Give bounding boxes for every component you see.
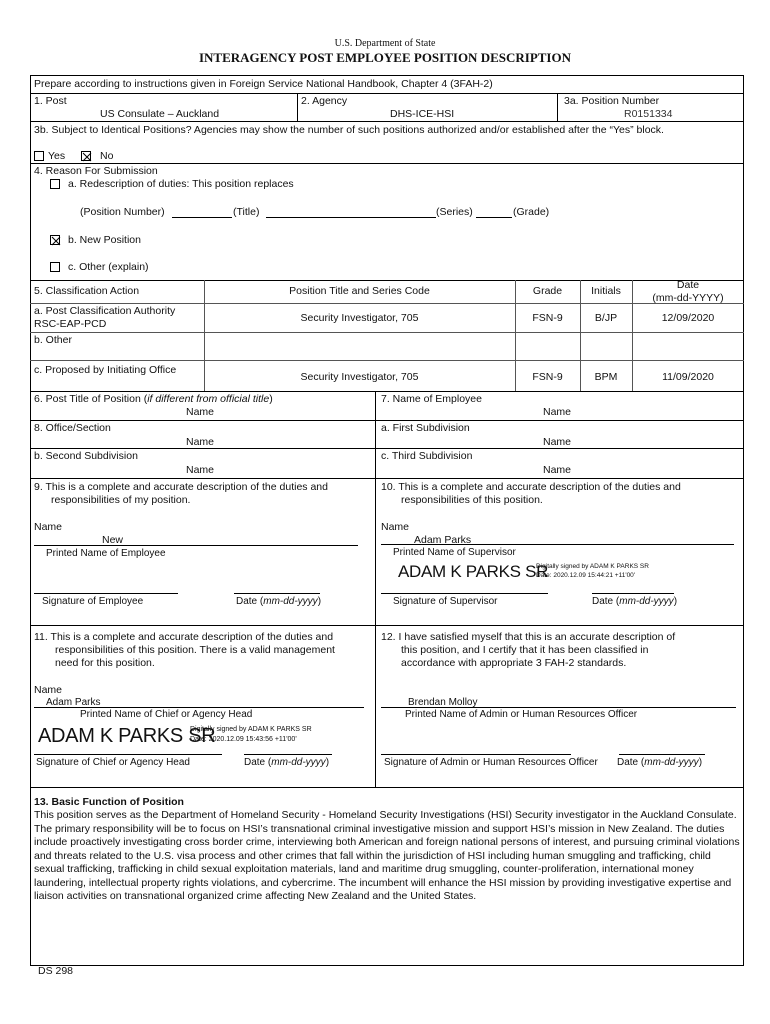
supervisor-date-label: Date (mm-dd-yyyy) — [592, 596, 678, 607]
office-section-label: 8. Office/Section — [34, 422, 111, 434]
printed-name-supervisor-label: Printed Name of Supervisor — [393, 547, 516, 558]
other-classification-label: b. Other — [34, 334, 72, 346]
row-a-initials: B/JP — [594, 312, 618, 324]
check-x-icon — [51, 236, 61, 246]
post-title-label: 6. Post Title of Position (if different from official title) — [34, 393, 273, 405]
position-number-label: 3a. Position Number — [564, 95, 660, 107]
section10-statement-line2: responsibilities of this position. — [401, 494, 543, 506]
signature-admin-label: Signature of Admin or Human Resources Officer — [384, 757, 598, 768]
form-number: DS 298 — [38, 965, 74, 977]
row-c-grade: FSN-9 — [532, 371, 563, 383]
no-label: No — [100, 150, 114, 162]
post-classification-authority-value: RSC-EAP-PCD — [34, 318, 107, 330]
agency-value: DHS-ICE-HSI — [390, 108, 455, 120]
section12-statement-line2: this position, and I certify that it has been classified in — [401, 644, 649, 656]
post-label: 1. Post — [34, 95, 67, 107]
yes-checkbox[interactable] — [34, 151, 44, 161]
third-subdivision-label: c. Third Subdivision — [381, 450, 473, 462]
redescription-label: a. Redescription of duties: This position replaces — [68, 178, 294, 190]
position-title-header: Position Title and Series Code — [289, 285, 430, 297]
replaced-grade-label: (Grade) — [513, 206, 550, 218]
section11-name-label: Name — [34, 684, 63, 696]
second-subdivision-value: Name — [186, 464, 215, 476]
section9-statement-line1: 9. This is a complete and accurate description of the duties and — [34, 481, 328, 493]
section11-statement-line3: need for this position. — [55, 657, 155, 669]
admin-date-label: Date (mm-dd-yyyy) — [617, 757, 703, 768]
post-classification-authority-label: a. Post Classification Authority — [34, 305, 176, 317]
row-a-title: Security Investigator, 705 — [300, 312, 419, 324]
section10-name-label: Name — [381, 521, 410, 533]
no-checkbox[interactable] — [81, 151, 91, 161]
chief-printed-name: Adam Parks — [46, 697, 101, 708]
reason-label: 4. Reason For Submission — [34, 165, 158, 177]
row-c-title: Security Investigator, 705 — [300, 371, 419, 383]
supervisor-signature-meta-line2: Date: 2020.12.09 15:44:21 +11'00' — [536, 572, 636, 579]
employee-name-label: 7. Name of Employee — [381, 393, 482, 405]
post-value: US Consulate – Auckland — [100, 108, 220, 120]
replaced-title-label: (Title) — [233, 206, 260, 218]
identical-positions-label: 3b. Subject to Identical Positions? Agencies may show the number of such positions authorized and/or established after the “Yes” block. — [34, 124, 664, 136]
employee-date-label: Date (mm-dd-yyyy) — [236, 596, 322, 607]
section11-statement-line2: responsibilities of this position. There is a valid management — [55, 644, 335, 656]
section9-statement-line2: responsibilities of my position. — [51, 494, 191, 506]
other-checkbox[interactable] — [50, 262, 60, 272]
proposed-by-label: c. Proposed by Initiating Office — [34, 364, 177, 376]
printed-name-chief-label: Printed Name of Chief or Agency Head — [80, 709, 253, 720]
section10-statement-line1: 10. This is a complete and accurate description of the duties and — [381, 481, 681, 493]
chief-signature-meta-line2: Date: 2020.12.09 15:43:56 +11'00' — [190, 736, 297, 743]
office-section-value: Name — [186, 436, 215, 448]
chief-signature-meta-line1: Digitally signed by ADAM K PARKS SR — [190, 726, 312, 733]
instructions-text: Prepare according to instructions given in Foreign Service National Handbook, Chapter 4 (3FAH-2) — [34, 78, 493, 90]
first-subdivision-label: a. First Subdivision — [381, 422, 470, 434]
supervisor-signature-meta-line1: Digitally signed by ADAM K PARKS SR — [536, 563, 649, 570]
basic-function-title: 13. Basic Function of Position — [34, 796, 184, 808]
redescription-checkbox[interactable] — [50, 179, 60, 189]
grade-header: Grade — [532, 285, 563, 297]
section12-statement-line1: 12. I have satisfied myself that this is an accurate description of — [381, 631, 676, 643]
admin-printed-name: Brendan Molloy — [408, 697, 478, 708]
row-a-date: 12/09/2020 — [661, 312, 715, 324]
supervisor-printed-name: Adam Parks — [414, 534, 472, 546]
date-format-header: (mm-dd-YYYY) — [652, 292, 724, 304]
section11-statement-line1: 11. This is a complete and accurate description of the duties and — [34, 631, 334, 643]
date-header: Date — [676, 279, 700, 291]
printed-name-employee-label: Printed Name of Employee — [46, 548, 166, 559]
row-c-initials: BPM — [594, 371, 618, 383]
employee-name-value: Name — [543, 406, 572, 418]
new-position-label: b. New Position — [68, 234, 141, 246]
initials-header: Initials — [591, 285, 621, 297]
chief-date-label: Date (mm-dd-yyyy) — [244, 757, 330, 768]
replaced-position-number-label: (Position Number) — [80, 206, 165, 218]
signature-chief-label: Signature of Chief or Agency Head — [36, 757, 190, 768]
employee-printed-name: New — [102, 534, 124, 546]
signature-employee-label: Signature of Employee — [42, 596, 144, 607]
form-title: INTERAGENCY POST EMPLOYEE POSITION DESCRIPTION — [198, 50, 571, 65]
printed-name-admin-label: Printed Name of Admin or Human Resources Officer — [405, 709, 638, 720]
basic-function-body: This position serves as the Department of Homeland Security - Homeland Security Investigations (HSI) Security investigator in the Auckland Consulate. The primary responsibility will be to focus on HSI’s transnational criminal investigative mission and support HSI’s mission in New Zealand. The duties include proactively investigating cross border crime, interviewing both American and foreign national persons of interest, and pursuing criminal violations and threats related to the U.S. visa process and other crimes that fall within the jurisdiction of HSI including human smuggling and trafficking, child sexual trafficking, trafficking in child sexual exploitation materials, land and maritime drug smuggling, counter-proliferation, international money laundering, intellectual property rights violations, and cybercrime. The incumbent will enhance the HSI mission by providing investigative expertise and liaison activities on transnational organized crime affecting New Zealand and the United States. — [34, 809, 740, 902]
third-subdivision-value: Name — [543, 464, 572, 476]
replaced-series-label: (Series) — [436, 206, 473, 218]
post-title-value: Name — [186, 406, 215, 418]
classification-action-header: 5. Classification Action — [34, 285, 140, 297]
other-label: c. Other (explain) — [68, 261, 149, 273]
check-x-icon — [82, 152, 92, 162]
row-c-date: 11/09/2020 — [662, 371, 714, 383]
section12-statement-line3: accordance with appropriate 3 FAH-2 standards. — [401, 657, 627, 669]
second-subdivision-label: b. Second Subdivision — [34, 450, 138, 462]
supervisor-digital-signature: ADAM K PARKS SR — [398, 562, 549, 581]
yes-label: Yes — [48, 150, 66, 162]
row-a-grade: FSN-9 — [532, 312, 563, 324]
new-position-checkbox[interactable] — [50, 235, 60, 245]
first-subdivision-value: Name — [543, 436, 572, 448]
section9-name-label: Name — [34, 521, 63, 533]
department-name: U.S. Department of State — [334, 38, 436, 49]
signature-supervisor-label: Signature of Supervisor — [393, 596, 498, 607]
position-number-value: R0151334 — [624, 108, 673, 120]
chief-digital-signature: ADAM K PARKS SR — [38, 725, 216, 747]
agency-label: 2. Agency — [301, 95, 348, 107]
